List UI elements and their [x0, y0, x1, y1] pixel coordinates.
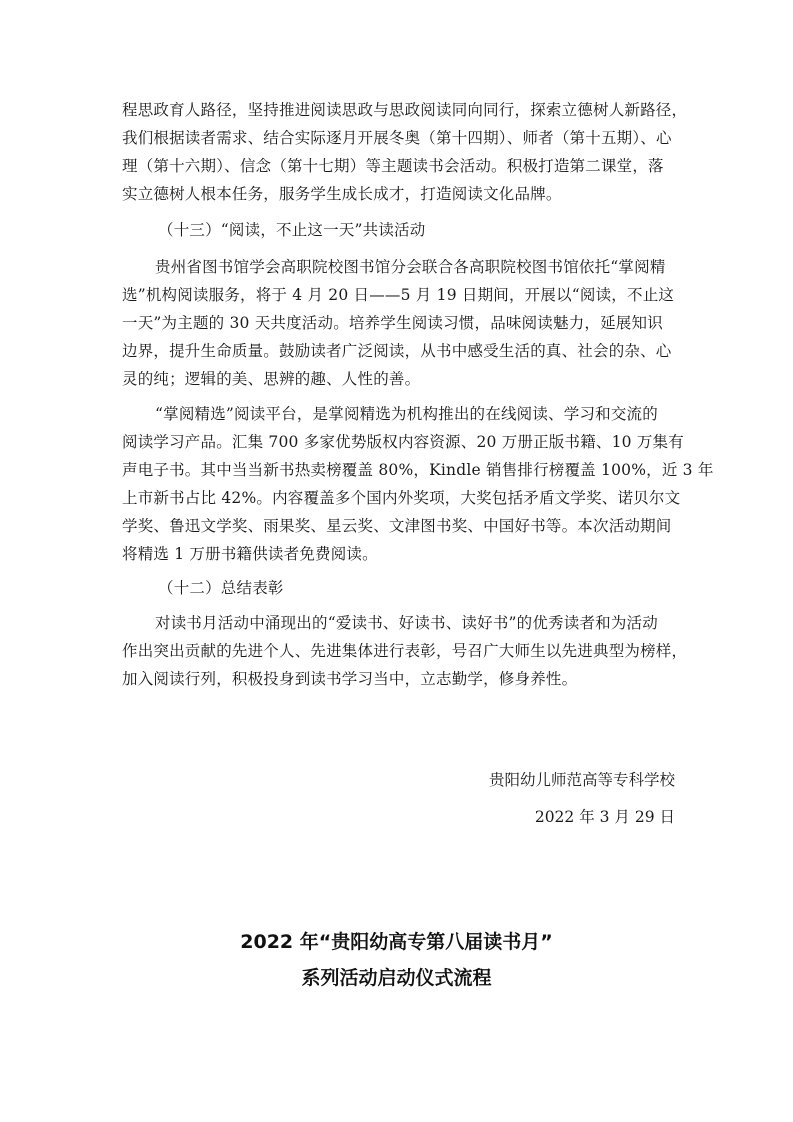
paragraph-line: “掌阅精选”阅读平台，是掌阅精选为机构推出的在线阅读、学习和交流的 — [155, 405, 658, 423]
paragraph-line: 理（第十六期）、信念（第十七期）等主题读书会活动。积极打造第二课堂，落 — [122, 157, 664, 175]
paragraph-line: 程思政育人路径，坚持推进阅读思政与思政阅读同向同行，探索立德树人新路径， — [122, 101, 688, 119]
paragraph-line: 对读书月活动中涌现出的“爱读书、好读书、读好书”的优秀读者和为活动 — [155, 614, 658, 632]
section-heading: （十二）总结表彰 — [158, 579, 284, 597]
document-subtitle: 系列活动启动仪式流程 — [301, 967, 492, 989]
paragraph-line: 将精选 1 万册书籍供读者免费阅读。 — [122, 545, 378, 563]
document-title: 2022 年“贵阳幼高专第八届读书月” — [240, 931, 553, 953]
paragraph-line: 作出突出贡献的先进个人、先进集体进行表彰，号召广大师生以先进典型为榜样， — [122, 642, 688, 660]
paragraph-line: 实立德树人根本任务，服务学生成长成才，打造阅读文化品牌。 — [122, 185, 562, 203]
paragraph-line: 学奖、鲁迅文学奖、雨果奖、星云奖、文津图书奖、中国好书等。本次活动期间 — [122, 517, 672, 535]
section-heading: （十三）“阅读，不止这一天”共读活动 — [158, 221, 426, 239]
paragraph-line: 贵州省图书馆学会高职院校图书馆分会联合各高职院校图书馆依托“掌阅精 — [155, 258, 666, 276]
paragraph-line: 声电子书。其中当当新书热卖榜覆盖 80%，Kindle 销售排行榜覆盖 100%，近 3 年 — [122, 461, 714, 479]
paragraph-line: 边界，提升生命质量。鼓励读者广泛阅读，从书中感受生活的真、社会的杂、心 — [122, 342, 672, 360]
paragraph-line: 一天”为主题的 30 天共度活动。培养学生阅读习惯，品味阅读魅力，延展知识 — [122, 314, 663, 332]
paragraph-line: 灵的纯；逻辑的美、思辨的趣、人性的善。 — [122, 370, 421, 388]
paragraph-line: 阅读学习产品。汇集 700 多家优势版权内容资源、20 万册正版书籍、10 万集有 — [122, 433, 684, 451]
paragraph-line: 我们根据读者需求、结合实际逐月开展冬奥（第十四期）、师者（第十五期）、心 — [122, 129, 672, 147]
paragraph-line: 选”机构阅读服务，将于 4 月 20 日——5 月 19 日期间，开展以“阅读，不止这 — [122, 286, 675, 304]
paragraph-line: 加入阅读行列，积极投身到读书学习当中，立志勤学，修身养性。 — [122, 670, 578, 688]
signature-organization: 贵阳幼儿师范高等专科学校 — [488, 771, 675, 789]
paragraph-line: 上市新书占比 42%。内容覆盖多个国内外奖项，大奖包括矛盾文学奖、诺贝尔文 — [122, 489, 681, 507]
signature-date: 2022 年 3 月 29 日 — [534, 808, 675, 826]
